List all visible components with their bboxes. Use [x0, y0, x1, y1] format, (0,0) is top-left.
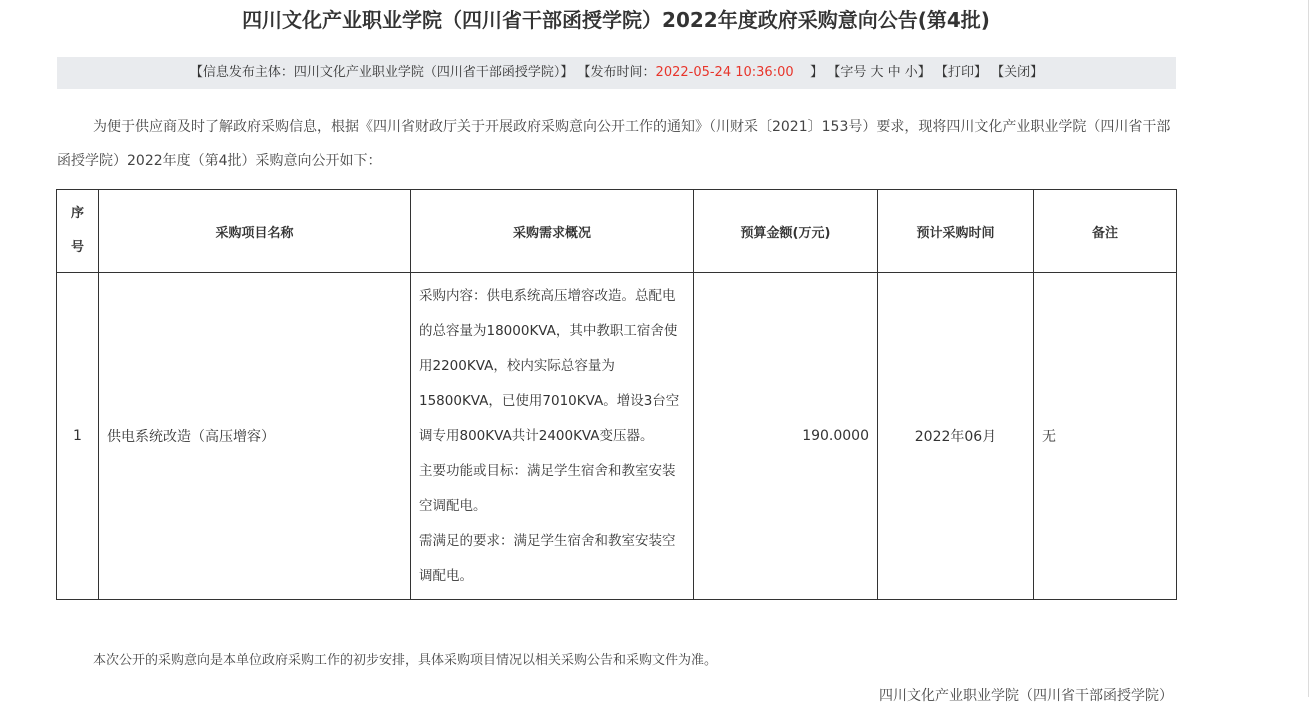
cell-budget: 190.0000 — [694, 273, 878, 600]
font-size-close: 】 — [917, 65, 931, 80]
publish-time-label: 【发布时间： — [577, 65, 656, 80]
font-size-label: 【字号 — [827, 65, 867, 80]
intro-paragraph: 为便于供应商及时了解政府采购信息，根据《四川省财政厅关于开展政府采购意向公开工作的通知》（川财采〔2021〕153号）要求，现将四川文化产业职业学院（四川省干部函授学院）2022年度（第4批）采购意向公开如下： — [57, 119, 1171, 169]
cell-time: 2022年06月 — [878, 273, 1034, 600]
footer-note: 本次公开的采购意向是本单位政府采购工作的初步安排，具体采购项目情况以相关采购公告和采购文件为准。 — [93, 653, 718, 668]
close-link[interactable]: 【关闭】 — [991, 65, 1044, 80]
print-link[interactable]: 【打印】 — [934, 65, 987, 80]
header-seq-line1: 序 — [70, 206, 84, 221]
table-header-row — [57, 190, 1177, 273]
requirement-line: 空调配电。 — [419, 497, 487, 514]
requirement-line: 的总容量为18000KVA，其中教职工宿舍使 — [419, 322, 678, 339]
header-note: 备注 — [1034, 190, 1177, 273]
header-seq-line2: 号 — [70, 240, 84, 255]
cell-requirement — [411, 273, 694, 600]
publish-time-close: 】 — [810, 65, 824, 80]
header-budget: 预算金额(万元) — [694, 190, 878, 273]
cell-project-name: 供电系统改造（高压增容） — [99, 273, 411, 600]
info-bar — [57, 57, 1176, 89]
requirement-line: 主要功能或目标：满足学生宿舍和教室安装 — [419, 462, 676, 479]
procurement-table — [56, 189, 1177, 600]
requirement-line: 用2200KVA，校内实际总容量为 — [419, 357, 615, 374]
header-requirement: 采购需求概况 — [411, 190, 694, 273]
cell-seq: 1 — [57, 273, 99, 600]
requirement-line: 调配电。 — [419, 567, 473, 584]
signature: 四川文化产业职业学院（四川省干部函授学院） — [879, 688, 1173, 704]
header-seq — [57, 190, 99, 273]
requirement-line: 调专用800KVA共计2400KVA变压器。 — [419, 427, 654, 444]
font-size-medium-link[interactable]: 中 — [887, 65, 901, 80]
font-size-small-link[interactable]: 小 — [904, 65, 918, 80]
header-time: 预计采购时间 — [878, 190, 1034, 273]
publish-time-value: 2022-05-24 10:36:00 — [655, 65, 794, 80]
requirement-line: 15800KVA，已使用7010KVA。增设3台空 — [419, 392, 680, 409]
requirement-line: 采购内容：供电系统高压增容改造。总配电 — [419, 287, 676, 304]
requirement-line: 需满足的要求：满足学生宿舍和教室安装空 — [419, 532, 676, 549]
cell-note: 无 — [1034, 273, 1177, 600]
table-row — [57, 273, 1177, 600]
font-size-large-link[interactable]: 大 — [870, 65, 884, 80]
page-title: 四川文化产业职业学院（四川省干部函授学院）2022年度政府采购意向公告(第4批) — [242, 8, 990, 32]
header-project-name: 采购项目名称 — [99, 190, 411, 273]
publisher-label: 【信息发布主体：四川文化产业职业学院（四川省干部函授学院）】 — [189, 65, 574, 80]
